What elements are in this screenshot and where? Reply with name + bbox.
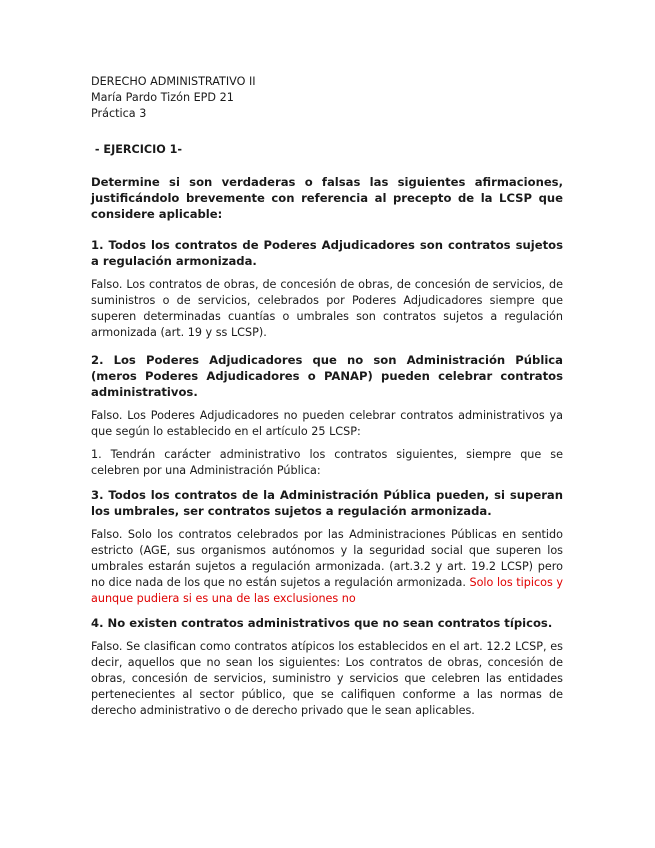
answer-4: Falso. Se clasifican como contratos atípicos los establecidos en el art. 12.2 LCSP, es decir, aquellos que no sean los siguientes: Los contratos de obras, concesión de obras, concesión de servicios, suministro y servicios que celebren las entidades pertenecientes al sector público, que se califiquen conforme a las normas de derecho administrativo o de derecho privado que le sean aplicables. (91, 640, 563, 717)
document-header (91, 74, 563, 122)
practice-number: Práctica 3 (91, 107, 147, 120)
question-1: 1. Todos los contratos de Poderes Adjudicadores son contratos sujetos a regulación armonizada. (91, 238, 563, 268)
exercise-instructions: Determine si son verdaderas o falsas las siguientes afirmaciones, justificándolo brevemente con referencia al precepto de la LCSP que considere aplicable: (91, 175, 563, 221)
question-2: 2. Los Poderes Adjudicadores que no son Administración Pública (meros Poderes Adjudicadores o PANAP) pueden celebrar contratos administrativos. (91, 353, 563, 399)
document-body (91, 74, 563, 719)
exercise-title: - EJERCICIO 1- (91, 143, 183, 156)
answer-3-text: Falso. Solo los contratos celebrados por las Administraciones Públicas en sentido estricto (AGE, sus organismos autónomos y la seguridad social que superen los umbrales estarán sujetos a regulación armonizada. (art.3.2 y art. 19.2 LCSP) pero no dice nada de los que no están sujetos a regulación armonizada. (91, 528, 563, 589)
answer-2: Falso. Los Poderes Adjudicadores no pueden celebrar contratos administrativos ya que según lo establecido en el artículo 25 LCSP: (91, 409, 563, 438)
question-4: 4. No existen contratos administrativos que no sean contratos típicos. (91, 616, 553, 630)
answer-2-quote: 1. Tendrán carácter administrativo los contratos siguientes, siempre que se celebren por una Administración Pública: (91, 448, 563, 477)
course-title: DERECHO ADMINISTRATIVO II (91, 75, 256, 88)
answer-3 (91, 527, 563, 607)
answer-3-annotation: Solo los tipicos y aunque pudiera si es una de las exclusiones no (91, 576, 563, 605)
question-3: 3. Todos los contratos de la Administración Pública pueden, si superan los umbrales, ser contratos sujetos a regulación armonizada. (91, 488, 563, 518)
answer-1: Falso. Los contratos de obras, de concesión de obras, de concesión de servicios, de suministros o de servicios, celebrados por Poderes Adjudicadores siempre que superen determinadas cuantías o umbrales son contratos sujetos a regulación armonizada (art. 19 y ss LCSP). (91, 278, 563, 339)
student-name: María Pardo Tizón EPD 21 (91, 91, 234, 104)
